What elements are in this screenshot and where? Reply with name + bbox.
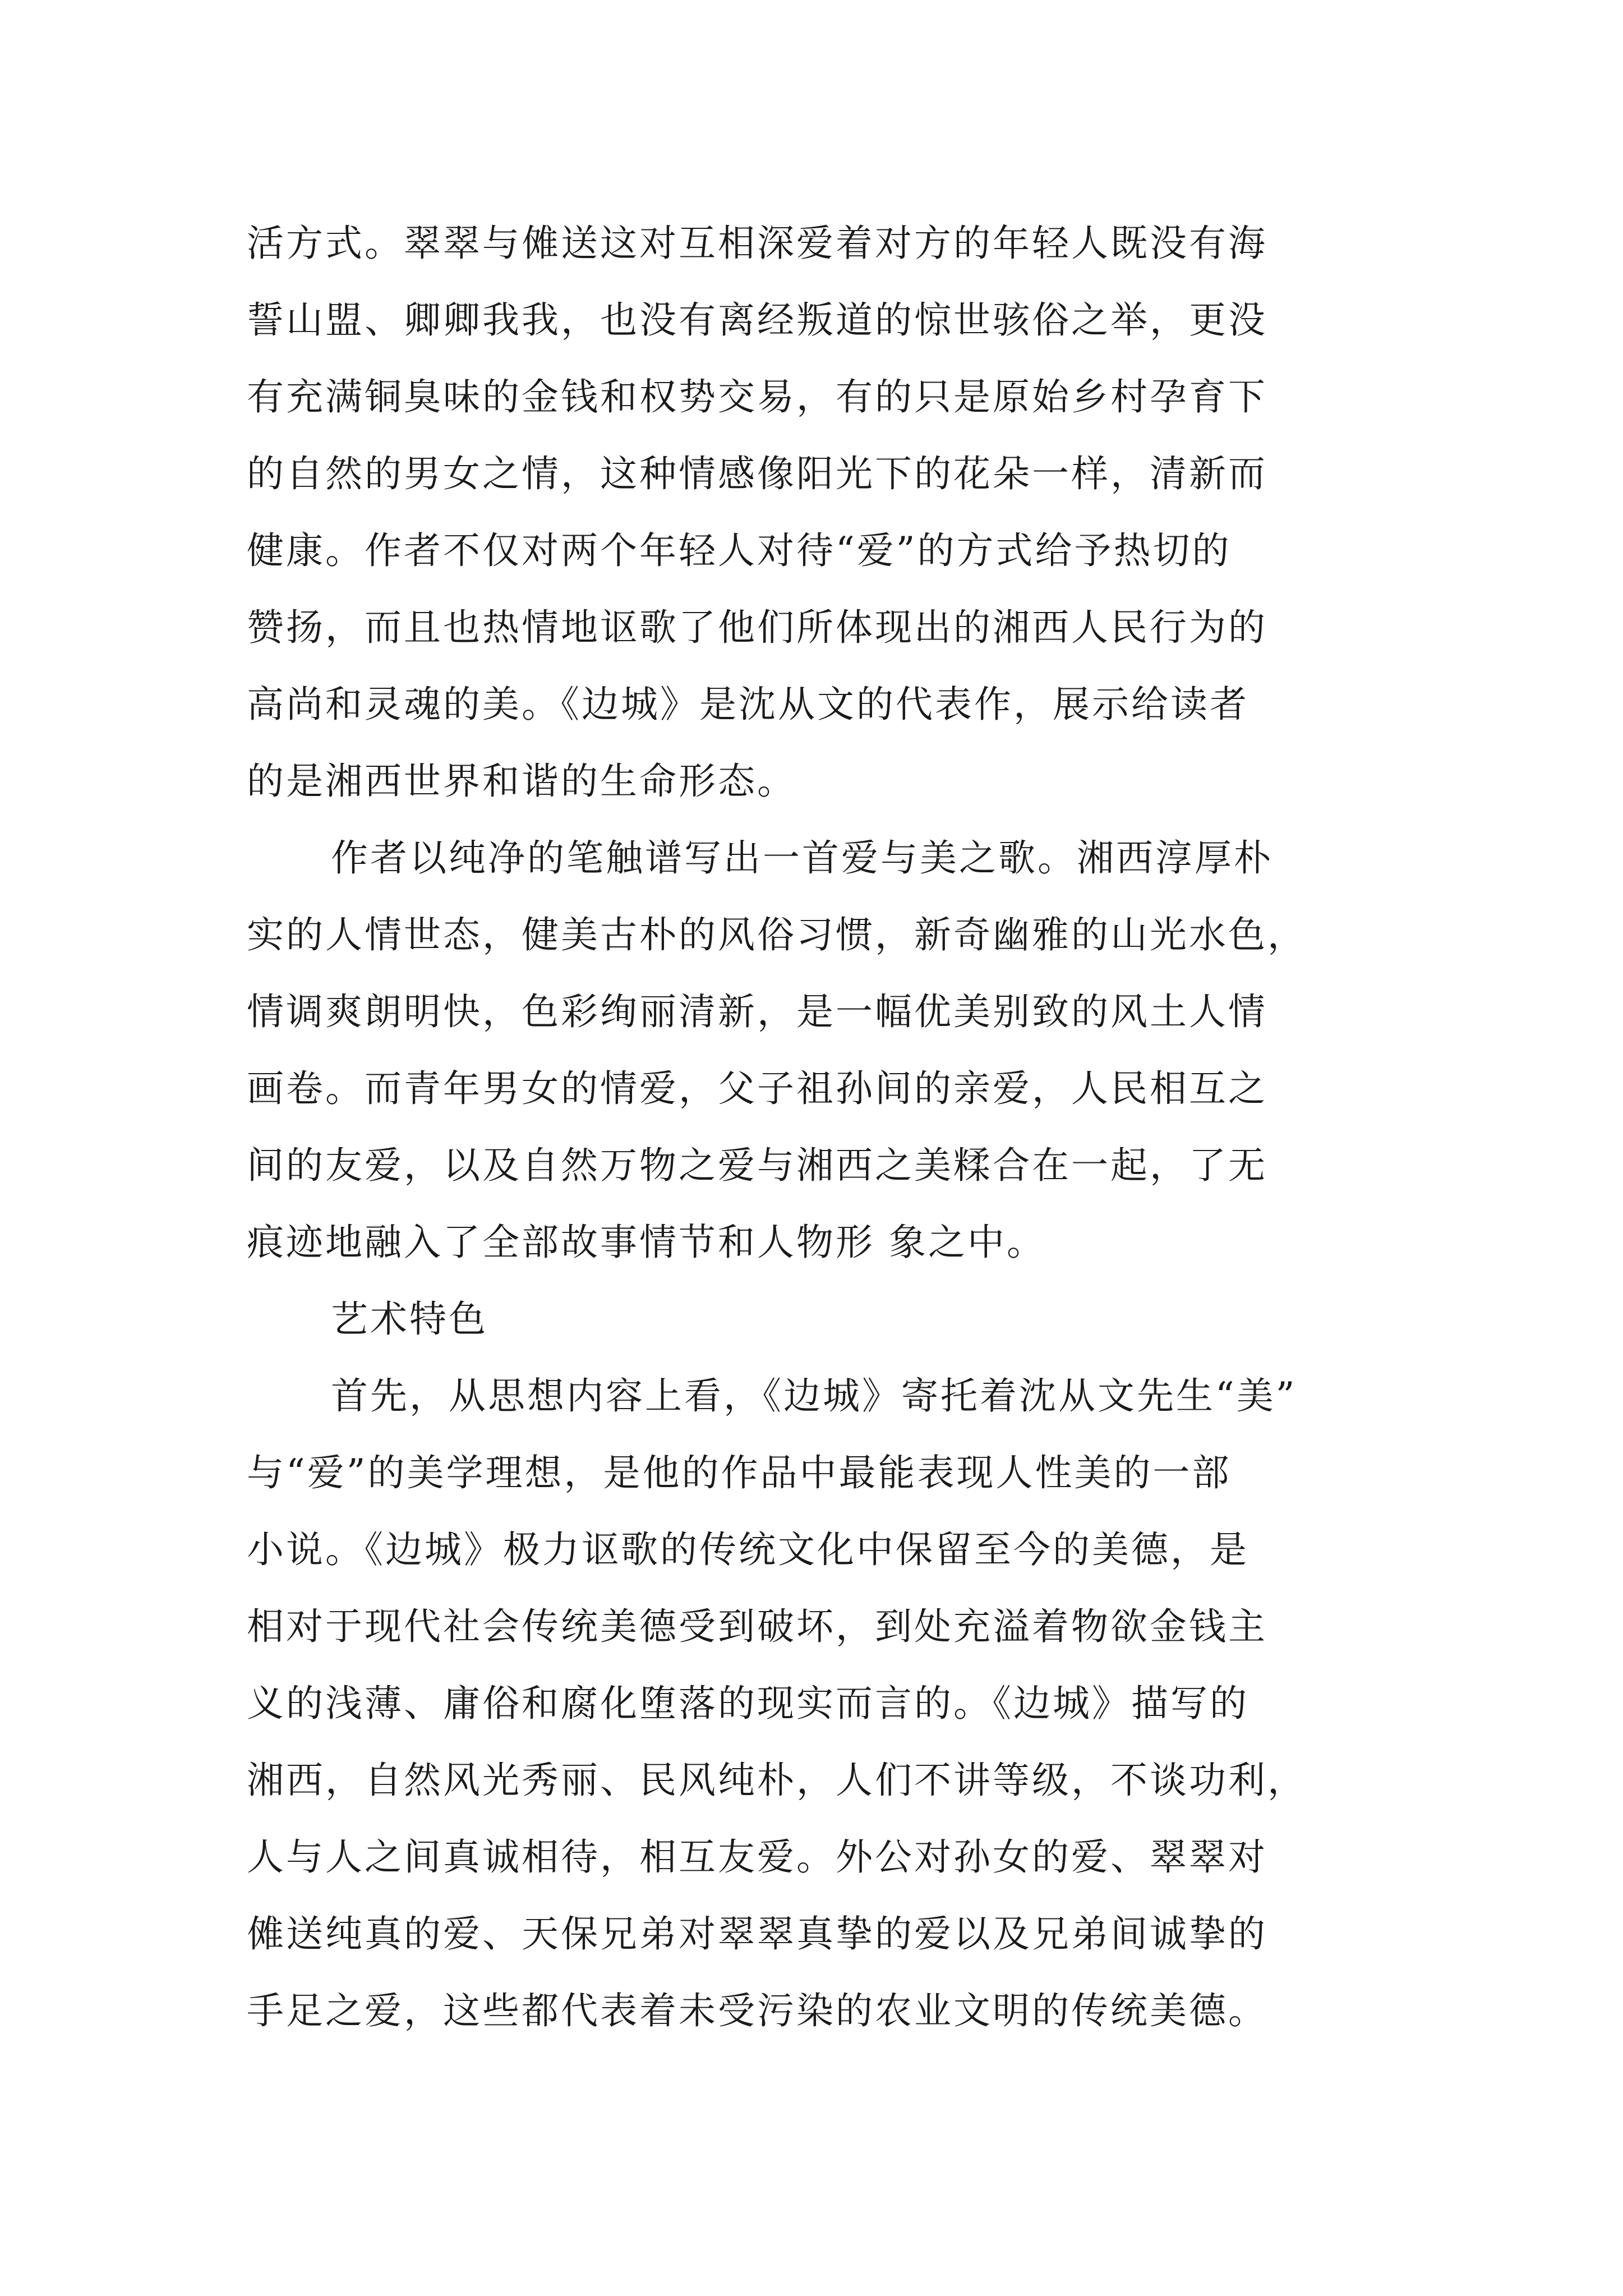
section-heading: 艺术特色 [331, 1297, 488, 1341]
text-line: 相对于现代社会传统美德受到破坏，到处充溢着物欲金钱主 [247, 1605, 1267, 1648]
body-text [247, 205, 1402, 2049]
text-line: 小说。《边城》极力讴歌的传统文化中保留至今的美德，是 [247, 1528, 1249, 1571]
text-line: 人与人之间真诚相待，相互友爱。外公对孙女的爱、翠翠对 [247, 1835, 1267, 1879]
text-line: 傩送纯真的爱、天保兄弟对翠翠真挚的爱以及兄弟间诚挚的 [247, 1912, 1267, 1955]
text-line: 赞扬，而且也热情地讴歌了他们所体现出的湘西人民行为的 [247, 606, 1267, 649]
text-line: 首先，从思想内容上看，《边城》寄托着沈从文先生“美” [331, 1374, 1297, 1418]
text-line: 活方式。翠翠与傩送这对互相深爱着对方的年轻人既没有海 [247, 222, 1267, 265]
text-line: 作者以纯净的笔触谱写出一首爱与美之歌。湘西淳厚朴 [331, 836, 1273, 880]
text-line: 手足之爱，这些都代表着未受污染的农业文明的传统美德。 [247, 1989, 1267, 2032]
text-line: 湘西，自然风光秀丽、民风纯朴，人们不讲等级，不谈功利， [247, 1759, 1307, 1802]
text-line: 誓山盟、卿卿我我，也没有离经叛道的惊世骇俗之举，更没 [247, 298, 1267, 342]
text-line: 间的友爱，以及自然万物之爱与湘西之美糅合在一起，了无 [247, 1144, 1267, 1187]
text-line: 有充满铜臭味的金钱和权势交易，有的只是原始乡村孕育下 [247, 375, 1267, 418]
text-line: 痕迹地融入了全部故事情节和人物形 象之中。 [247, 1221, 1046, 1264]
text-line: 的自然的男女之情，这种情感像阳光下的花朵一样，清新而 [247, 452, 1267, 495]
text-line: 画卷。而青年男女的情爱，父子祖孙间的亲爱，人民相互之 [247, 1067, 1267, 1110]
text-line: 情调爽朗明快，色彩绚丽清新，是一幅优美别致的风土人情 [247, 990, 1267, 1033]
text-line: 健康。作者不仅对两个年轻人对待“爱”的方式给予热切的 [247, 529, 1232, 572]
text-line: 高尚和灵魂的美。《边城》是沈从文的代表作，展示给读者 [247, 683, 1249, 726]
text-line: 义的浅薄、庸俗和腐化堕落的现实而言的。《边城》描写的 [247, 1682, 1249, 1725]
text-line: 与“爱”的美学理想，是他的作品中最能表现人性美的一部 [247, 1451, 1232, 1494]
text-line: 的是湘西世界和谐的生命形态。 [247, 760, 796, 803]
text-line: 实的人情世态，健美古朴的风俗习惯，新奇幽雅的山光水色， [247, 913, 1307, 956]
